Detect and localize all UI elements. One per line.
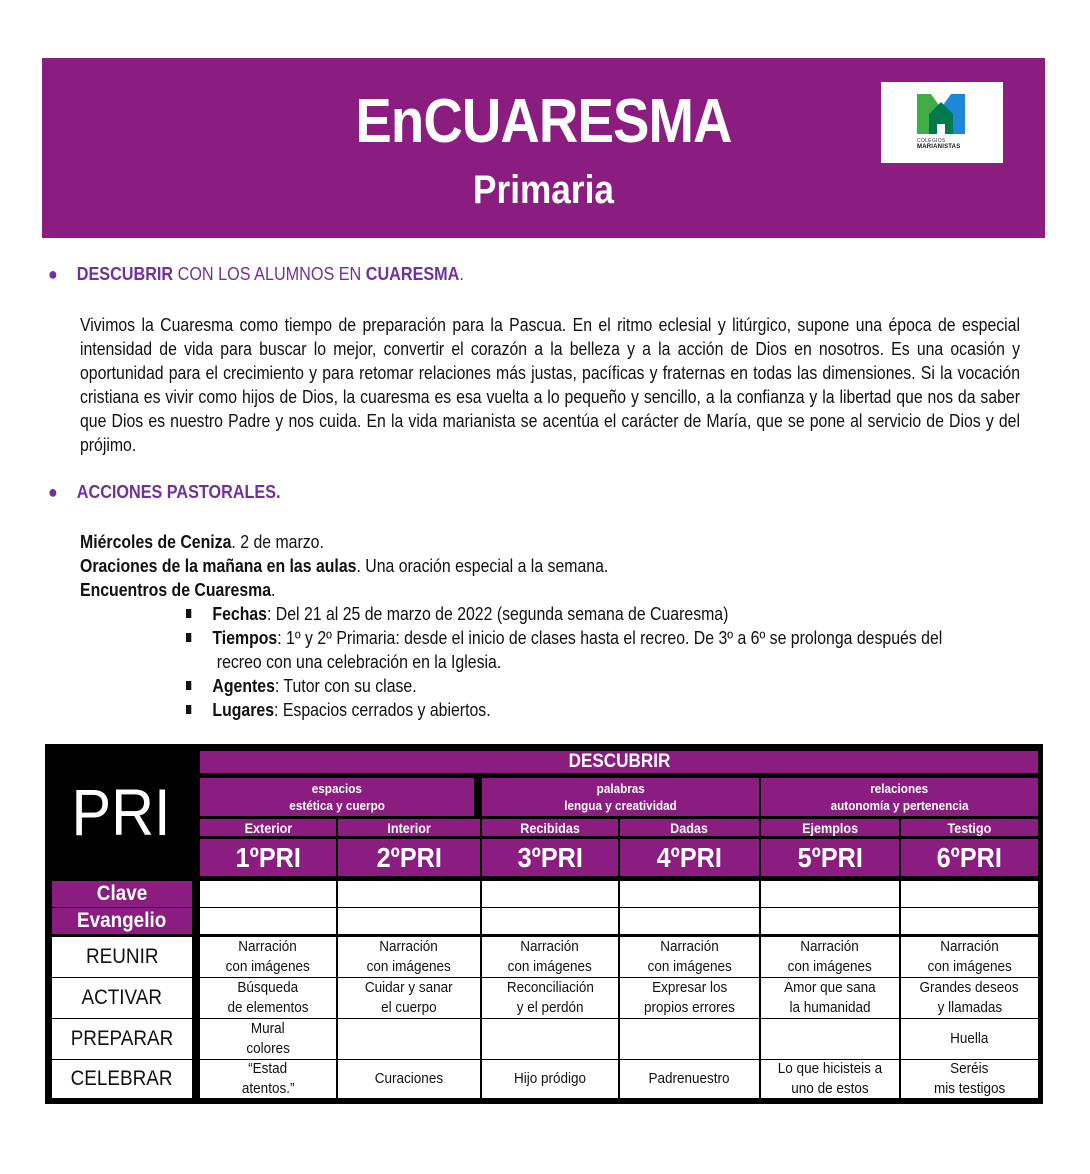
table-cell: [620, 1019, 759, 1059]
table-key-cell: [901, 881, 1038, 907]
table-cell: Mural colores: [200, 1019, 336, 1059]
table-cell: Lo que hicisteis a uno de estos: [761, 1060, 899, 1098]
table-row-label: CELEBRAR: [52, 1060, 192, 1098]
square-bullet-icon: [186, 705, 191, 714]
action-line: Oraciones de la mañana en las aulas. Una oración especial a la semana.: [80, 556, 609, 576]
table-level-header: 2ºPRI: [338, 839, 480, 876]
bullet-icon: ●: [48, 482, 58, 502]
logo-line2: MARIANISTAS: [917, 144, 961, 150]
marianistas-logo: [881, 82, 1003, 163]
table-cell: Curaciones: [338, 1060, 480, 1098]
table-cell: Reconciliación y el perdón: [482, 978, 618, 1018]
table-group-header: espacios estética y cuerpo: [200, 778, 474, 816]
header-banner: [42, 58, 1045, 238]
square-bullet-icon: [186, 633, 191, 642]
table-key-cell: [901, 908, 1038, 934]
bullet-icon: ●: [48, 264, 58, 284]
action-line: Encuentros de Cuaresma.: [80, 580, 276, 600]
table-level-header: 1ºPRI: [200, 839, 336, 876]
table-cell: Hijo pródigo: [482, 1060, 618, 1098]
table-level-header: 3ºPRI: [482, 839, 618, 876]
action-line: Miércoles de Ceniza. 2 de marzo.: [80, 532, 324, 552]
table-subheader: Interior: [338, 819, 480, 836]
table-key-label: Clave: [52, 881, 192, 907]
table-group-header: relaciones autonomía y pertenencia: [761, 778, 1038, 816]
table-cell: Narración con imágenes: [482, 937, 618, 977]
intro-paragraph: Vivimos la Cuaresma como tiempo de preparación para la Pascua. En el ritmo eclesial y litúrgico, supone una época de especial intensidad de vida para buscar lo mejor, convertir el corazón a la belleza y a la acción de Dios en nosotros. Es una ocasión y oportunidad para el crecimiento y para retomar relaciones más justas, pacíficas y fraternas en todas las dimensiones. Si la vocación cristiana es vivir como hijos de Dios, la cuaresma es esa vuelta a lo pequeño y sencillo, a la confianza y la libertad que nos da saber que Dios es nuestro Padre y nos cuida. En la vida marianista se acentúa el carácter de María, que se pone al servicio de Dios y del prójimo.: [80, 315, 1020, 455]
table-key-cell: [482, 881, 618, 907]
table-cell: Narración con imágenes: [200, 937, 336, 977]
table-subheader: Ejemplos: [761, 819, 899, 836]
table-key-cell: [200, 881, 336, 907]
table-cell: Narración con imágenes: [901, 937, 1038, 977]
table-cell: Narración con imágenes: [338, 937, 480, 977]
table-key-cell: [620, 908, 759, 934]
table-key-cell: [620, 881, 759, 907]
table-cell: Búsqueda de elementos: [200, 978, 336, 1018]
table-key-cell: [482, 908, 618, 934]
list-item-lugares: Lugares: Espacios cerrados y abiertos.: [186, 698, 1013, 722]
table-cell: “Estad atentos.”: [200, 1060, 336, 1098]
table-row-label: REUNIR: [52, 937, 192, 977]
table-key-cell: [761, 881, 899, 907]
logo-line1: COLEGIOS: [917, 138, 946, 144]
table-key-cell: [338, 908, 480, 934]
table-cell: Narración con imágenes: [620, 937, 759, 977]
list-item-fechas: Fechas: Del 21 al 25 de marzo de 2022 (segunda semana de Cuaresma): [186, 602, 1013, 626]
table-level-header: 4ºPRI: [620, 839, 759, 876]
square-bullet-icon: [186, 681, 191, 690]
table-group-header: palabras lengua y creatividad: [482, 778, 759, 816]
table-cell: Amor que sana la humanidad: [761, 978, 899, 1018]
list-item-agentes: Agentes: Tutor con su clase.: [186, 674, 1013, 698]
section-heading-descubrir: ● DESCUBRIR CON LOS ALUMNOS EN CUARESMA.: [48, 264, 464, 284]
table-subheader: Testigo: [901, 819, 1038, 836]
table-cell: Narración con imágenes: [761, 937, 899, 977]
table-cell: Grandes deseos y llamadas: [901, 978, 1038, 1018]
section-heading-acciones: ● ACCIONES PASTORALES.: [48, 482, 281, 502]
table-row-label: PREPARAR: [52, 1019, 192, 1059]
page-title: EnCUARESMA: [355, 87, 732, 156]
table-subheader: Exterior: [200, 819, 336, 836]
logo-m-icon: [917, 94, 965, 134]
table-subheader: Recibidas: [482, 819, 618, 836]
planning-table: [45, 744, 1043, 1104]
list-item-tiempos: Tiempos: 1º y 2º Primaria: desde el inicio de clases hasta el recreo. De 3º a 6º se prolonga después del recreo con una celebración en la Iglesia.: [186, 626, 1013, 674]
table-cell: Seréis mis testigos: [901, 1060, 1038, 1098]
table-header-descubrir: DESCUBRIR: [200, 751, 1038, 773]
table-key-cell: [200, 908, 336, 934]
table-cell: Expresar los propios errores: [620, 978, 759, 1018]
table-level-header: 6ºPRI: [901, 839, 1038, 876]
table-cell: Padrenuestro: [620, 1060, 759, 1098]
table-cell: Huella: [901, 1019, 1038, 1059]
table-cell: [761, 1019, 899, 1059]
table-key-label: Evangelio: [52, 908, 192, 934]
page-subtitle: Primaria: [473, 168, 614, 212]
table-key-cell: [761, 908, 899, 934]
table-subheader: Dadas: [620, 819, 759, 836]
table-cell: Cuidar y sanar el cuerpo: [338, 978, 480, 1018]
table-row-label: ACTIVAR: [52, 978, 192, 1018]
table-corner-label: PRI: [71, 775, 171, 849]
table-level-header: 5ºPRI: [761, 839, 899, 876]
table-key-cell: [338, 881, 480, 907]
table-cell: [482, 1019, 618, 1059]
table-cell: [338, 1019, 480, 1059]
square-bullet-icon: [186, 609, 191, 618]
